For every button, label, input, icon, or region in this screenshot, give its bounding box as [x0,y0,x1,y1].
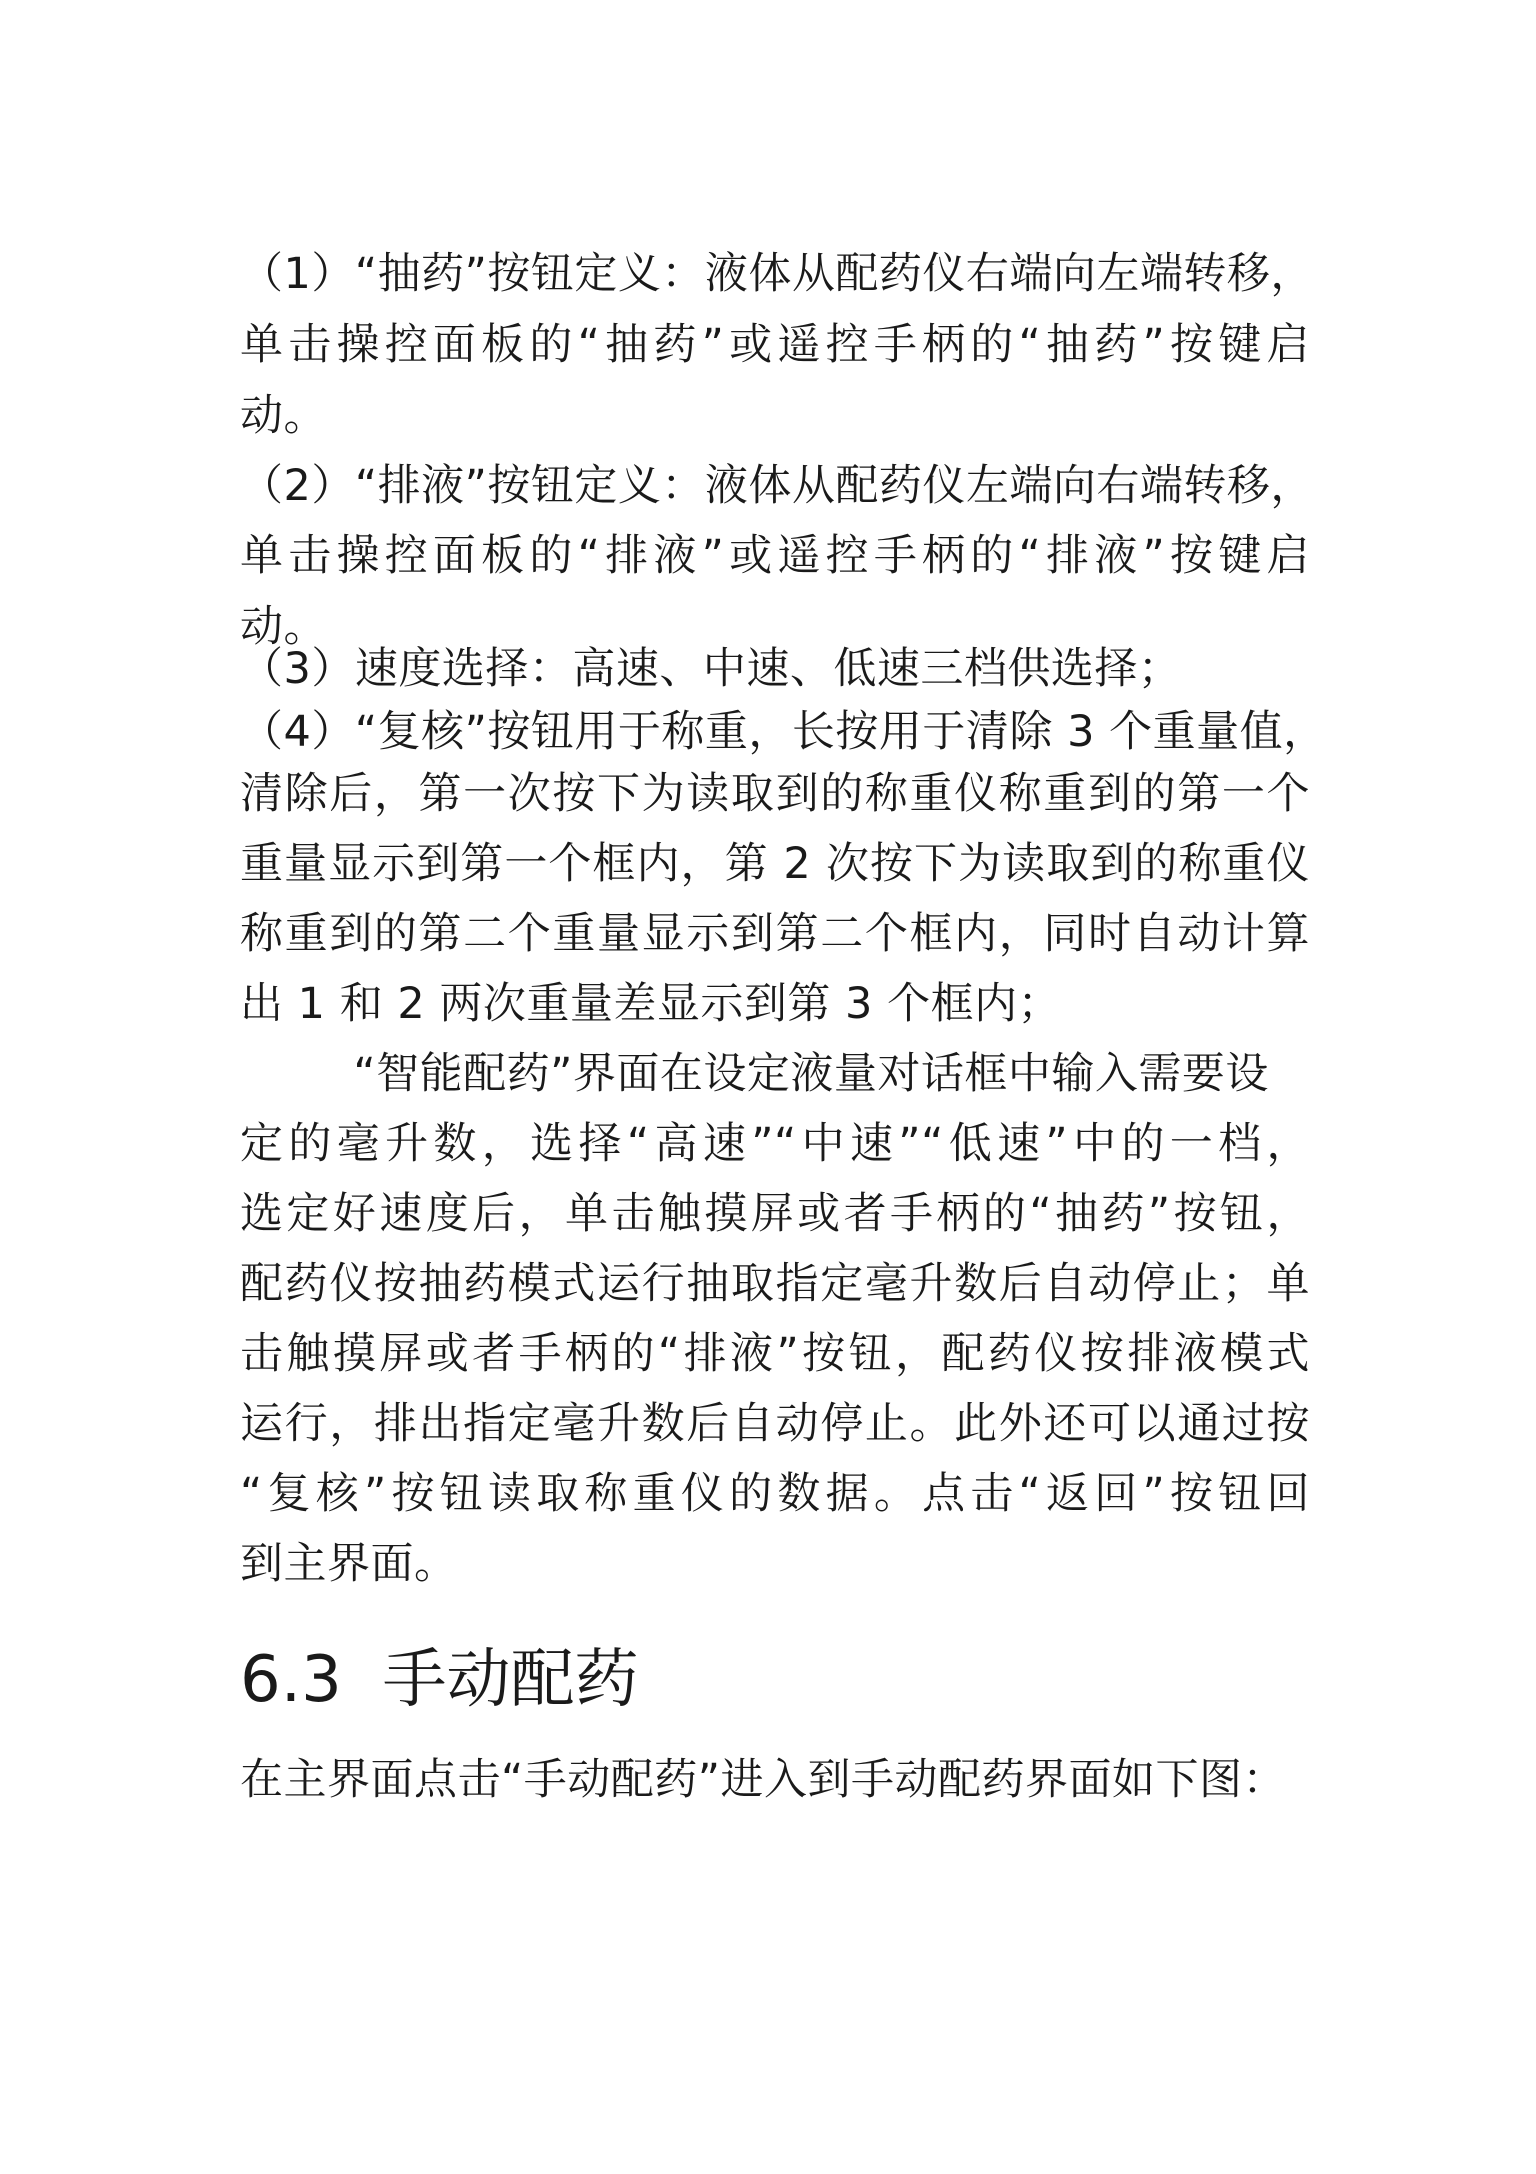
paragraph-line: （4）“复核”按钮用于称重，长按用于清除 3 个重量值， [240,707,1327,757]
document-page [240,0,1327,2174]
paragraph-line: 配药仪按抽药模式运行抽取指定毫升数后自动停止；单 [240,1259,1310,1309]
paragraph-line: “复核”按钮读取称重仪的数据。点击“返回”按钮回 [240,1469,1310,1519]
paragraph-line: 动。 [240,602,327,652]
paragraph-line: “智能配药”界面在设定液量对话框中输入需要设 [240,1049,1269,1099]
paragraph-line: 击触摸屏或者手柄的“排液”按钮，配药仪按排液模式 [240,1329,1310,1379]
paragraph-line: 出 1 和 2 两次重量差显示到第 3 个框内； [240,979,1062,1029]
paragraph-line: 运行，排出指定毫升数后自动停止。此外还可以通过按 [240,1399,1310,1449]
intro-line: 在主界面点击“手动配药”进入到手动配药界面如下图： [240,1755,1287,1805]
paragraph-line: 清除后，第一次按下为读取到的称重仪称重到的第一个 [240,769,1310,819]
paragraph-line: 到主界面。 [240,1539,458,1589]
paragraph-line: 单击操控面板的“抽药”或遥控手柄的“抽药”按键启 [240,320,1310,370]
paragraph-line: 重量显示到第一个框内，第 2 次按下为读取到的称重仪 [240,839,1310,889]
paragraph-line: （3）速度选择：高速、中速、低速三档供选择； [240,644,1182,694]
paragraph-line: （2）“排液”按钮定义：液体从配药仪左端向右端转移， [240,461,1314,511]
section-heading: 6.3 手动配药 [240,1643,639,1717]
paragraph-line: 动。 [240,391,327,441]
paragraph-line: 选定好速度后，单击触摸屏或者手柄的“抽药”按钮， [240,1189,1310,1239]
paragraph-line: 称重到的第二个重量显示到第二个框内，同时自动计算 [240,909,1310,959]
paragraph-line: （1）“抽药”按钮定义：液体从配药仪右端向左端转移， [240,249,1314,299]
paragraph-line: 定的毫升数，选择“高速”“中速”“低速”中的一档， [240,1119,1310,1169]
paragraph-line: 单击操控面板的“排液”或遥控手柄的“排液”按键启 [240,531,1310,581]
